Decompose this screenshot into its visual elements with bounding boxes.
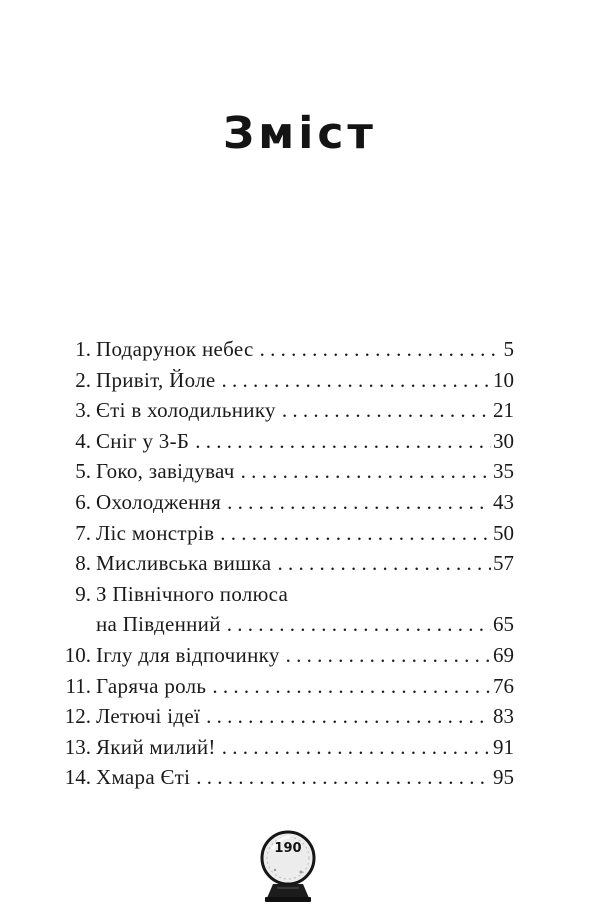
toc-entry-number: 10. [64, 642, 91, 667]
toc-entry-title: Сніг у 3-Б [96, 428, 190, 453]
toc-entry-page: 65 [493, 612, 514, 637]
toc-entry-number: 5. [75, 459, 91, 484]
toc-entry-title: Привіт, Йоле [96, 367, 216, 392]
toc-entry-number: 2. [75, 367, 91, 392]
toc-entry-number: 11. [65, 673, 91, 698]
toc-entry-2[interactable] [52, 365, 514, 396]
crystal-ball-icon [257, 828, 319, 904]
dot-leader [254, 334, 502, 364]
dot-leader [200, 701, 491, 731]
toc-entry-page: 91 [493, 734, 514, 759]
toc-entry-13[interactable] [52, 732, 514, 763]
dot-leader [221, 487, 491, 517]
toc-entry-4[interactable] [52, 426, 514, 457]
toc-entry-title: Який милий! [96, 734, 216, 759]
toc-entry-10[interactable] [52, 640, 514, 671]
dot-leader [221, 609, 491, 639]
toc-entry-11[interactable] [52, 671, 514, 702]
toc-entry-page: 50 [493, 520, 514, 545]
toc-entry-page: 35 [493, 459, 514, 484]
toc-entry-title-continued: на Південний [96, 612, 221, 637]
toc-entry-title: Іглу для відпочинку [96, 642, 280, 667]
toc-entry-title: Хмара Єті [96, 765, 191, 790]
dot-leader [271, 548, 491, 578]
dot-leader [216, 365, 491, 395]
table-of-contents [52, 334, 514, 793]
toc-entry-number: 1. [75, 337, 91, 361]
toc-entry-title: З Північного полюса [96, 581, 289, 606]
toc-entry-9-continued[interactable] [52, 609, 514, 640]
dot-leader [214, 518, 491, 548]
toc-entry-number: 8. [75, 551, 91, 576]
toc-entry-7[interactable] [52, 518, 514, 549]
toc-entry-title: Гаряча роль [96, 673, 207, 698]
toc-entry-title: Летючі ідеї [96, 704, 201, 729]
toc-entry-3[interactable] [52, 395, 514, 426]
toc-entry-number: 13. [64, 734, 91, 759]
dot-leader [280, 640, 491, 670]
toc-entry-page: 69 [493, 642, 514, 667]
toc-entry-number: 6. [75, 489, 91, 514]
toc-entry-number: 14. [64, 765, 91, 790]
toc-entry-8[interactable] [52, 548, 514, 579]
toc-entry-6[interactable] [52, 487, 514, 518]
toc-entry-14[interactable] [52, 762, 514, 793]
toc-entry-5[interactable] [52, 456, 514, 487]
toc-entry-title: Єті в холодильнику [96, 398, 276, 423]
toc-entry-9[interactable] [52, 579, 514, 610]
toc-entry-title: Гоко, завідувач [96, 459, 235, 484]
toc-entry-page: 5 [503, 337, 514, 361]
page-title: Зміст [223, 108, 377, 159]
toc-entry-number: 9. [75, 581, 91, 606]
dot-leader [216, 732, 491, 762]
toc-entry-page: 21 [493, 398, 514, 423]
dot-leader [206, 671, 491, 701]
toc-entry-page: 30 [493, 428, 514, 453]
toc-entry-number: 3. [75, 398, 91, 423]
dot-leader [190, 762, 491, 792]
dot-leader [235, 456, 491, 486]
toc-entry-number: 12. [64, 704, 91, 729]
toc-entry-page: 95 [493, 765, 514, 790]
toc-entry-number: 4. [75, 428, 91, 453]
dot-leader [189, 426, 491, 456]
toc-entry-page: 76 [493, 673, 514, 698]
dot-leader [276, 395, 491, 425]
toc-entry-title: Охолодження [96, 489, 222, 514]
toc-entry-number: 7. [75, 520, 91, 545]
toc-entry-12[interactable] [52, 701, 514, 732]
toc-entry-page: 83 [493, 704, 514, 729]
toc-entry-page: 43 [493, 489, 514, 514]
toc-entry-title: Мисливська вишка [96, 551, 272, 576]
toc-entry-1[interactable] [52, 334, 514, 365]
toc-entry-title: Подарунок небес [96, 337, 254, 361]
page-number: 190 [274, 841, 302, 856]
toc-entry-page: 57 [493, 551, 514, 576]
toc-entry-page: 10 [493, 367, 514, 392]
toc-entry-title: Ліс монстрів [96, 520, 215, 545]
